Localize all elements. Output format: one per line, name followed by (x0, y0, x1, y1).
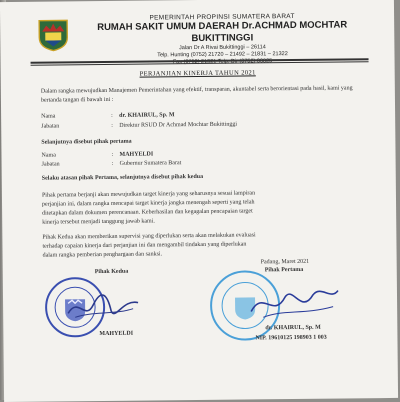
governor-signature (63, 291, 143, 328)
party1-title-colon: : (111, 122, 113, 129)
letterhead-phone: Telp. Hunting (0752) 21720 – 21492 – 21831 – 21322 (157, 51, 288, 59)
right-signatory-nip: NIP. 19610125 198903 1 003 (255, 334, 327, 342)
para2-line-3: dalam rangka pemberian penghargaan dan sanksi. (42, 251, 163, 259)
right-signatory-role: Pihak Pertama (264, 266, 304, 274)
para2-line-2: terhadap capaian kinerja dari perjanjian ini dan mengambil tindakan yang diperlukan (42, 241, 247, 250)
left-signatory-role: Pihak Kedua (94, 268, 129, 276)
para1-line-2: perjanjian ini, dalam rangka mencapai target kinerja jangka menengah seperti yang telah (42, 199, 255, 208)
letterhead-line-1: PEMERINTAH PROPINSI SUMATERA BARAT (149, 12, 295, 22)
party2-title-colon: : (111, 160, 114, 167)
letterhead-fax: Fax (0752) 21321 Telp. Dir (0752) 33825 (172, 58, 273, 66)
party2-referred: Selaku atasan pihak Pertama, selanjutnya disebut pihak kedua (41, 173, 204, 182)
party1-name-value: dr. KHAIRUL, Sp. M (119, 112, 175, 119)
party2-name-colon: : (111, 151, 114, 158)
left-signatory-name: MAHYELDI (99, 330, 134, 338)
letterhead-hospital-name: RUMAH SAKIT UMUM DAERAH Dr.ACHMAD MOCHTAR BUKITTINGGI (97, 19, 348, 45)
party2-title-value: Gubernur Sumatera Barat (119, 160, 182, 167)
party2-name-value: MAHYELDI (119, 151, 154, 158)
document-title: PERJANJIAN KINERJA TAHUN 2021 (139, 69, 256, 78)
party2-name-label: Nama (41, 152, 56, 159)
director-signature (243, 280, 343, 325)
party1-name-label: Nama (41, 113, 56, 120)
para1-line-4: kinerja tersebut menjadi tanggung jawab kami. (42, 218, 155, 226)
para1-line-3: ditetapkan dalam dokumen perencanaan. Keberhasilan dan kegagalan pencapaian target (42, 208, 253, 217)
party1-title-label: Jabatan (41, 123, 60, 130)
letterhead-address: Jalan Dr A Rivai Bukittinggi – 26114 (179, 44, 266, 52)
para1-line-1: Pihak pertama berjanji akan mewujudkan target kinerja yang seharusnya sesuai lampiran (41, 190, 256, 199)
party1-referred: Selanjutnya disebut pihak pertama (41, 138, 132, 146)
intro-paragraph: Dalam rangka mewujudkan Manajemen Pemerintahan yang efektif, transparan, akuntabel serta berorientasi pada hasil, kami yang bertanda tangan di bawah ini : (40, 85, 353, 104)
party1-name-colon: : (111, 112, 113, 119)
place-date: Padang, Maret 2021 (260, 258, 310, 266)
right-signatory-name: dr. KHAIRUL, Sp. M (265, 324, 321, 332)
party1-title-value: Direktur RSUD Dr Achmad Mochtar Bukittinggi (119, 121, 238, 129)
para2-line-1: Pihak Kedua akan memberikan supervisi yang diperlukan serta akan melakukan evaluasi (42, 232, 256, 241)
west-sumatra-emblem-icon (36, 17, 70, 51)
party2-title-label: Jabatan (41, 161, 60, 168)
